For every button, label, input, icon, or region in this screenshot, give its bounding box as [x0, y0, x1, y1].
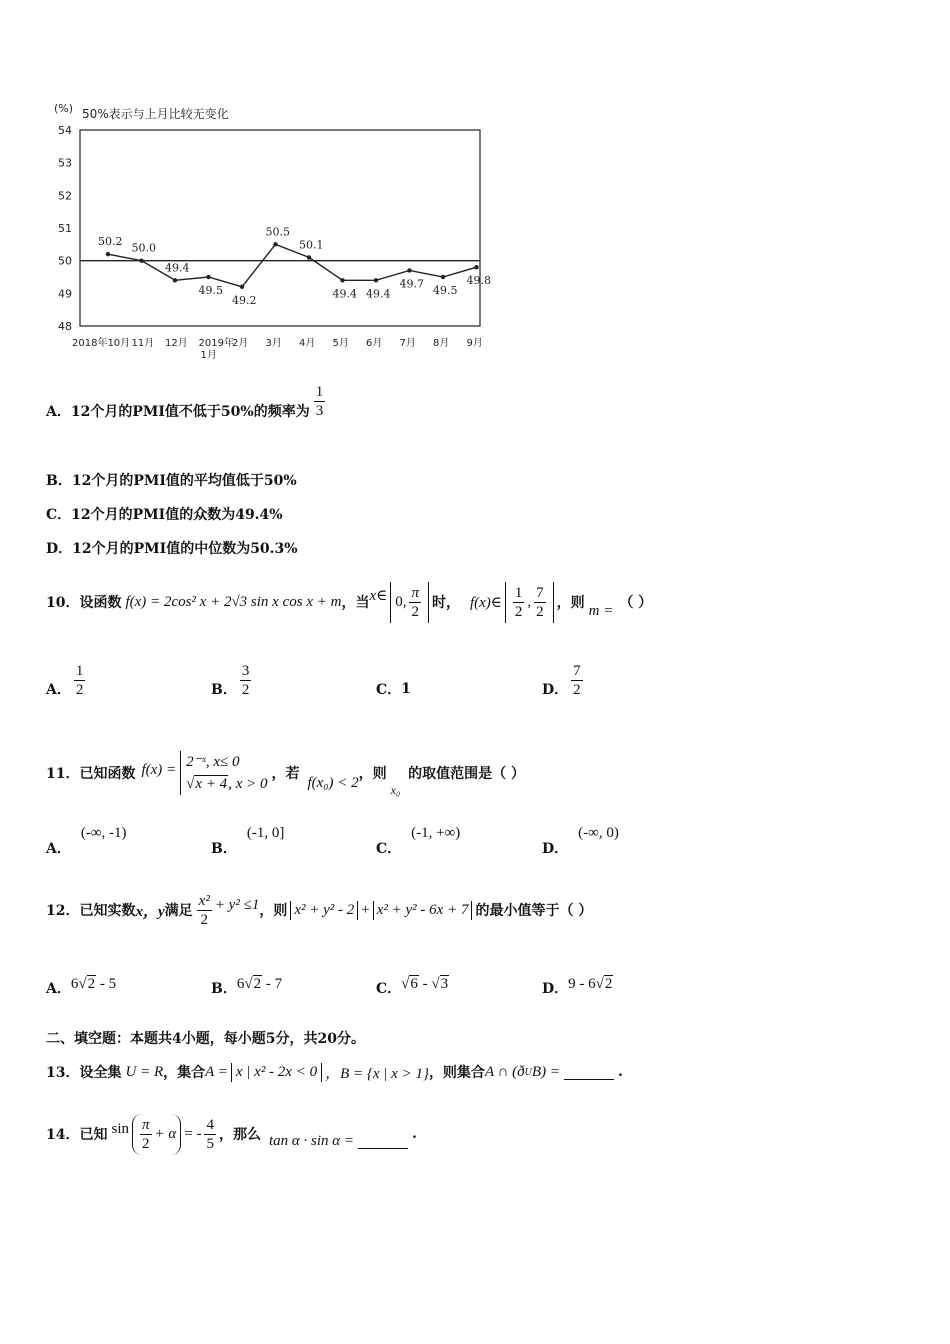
q10-interval-f: $\frac{1}{2}$ , $\frac{7}{2}$	[505, 582, 554, 623]
y-tick-label: 49	[58, 287, 72, 301]
data-label: 49.4	[165, 261, 190, 275]
q13-answer-blank[interactable]	[564, 1065, 614, 1080]
q11-piecewise: 2⁻ˣ, x≤ 0 √x + 4, x > 0	[180, 751, 267, 795]
x-tick-label: 8月	[433, 338, 450, 349]
q14-paren: $\frac{\pi}{2}$ + α	[132, 1114, 181, 1155]
data-point	[307, 255, 311, 259]
question-11: 11．已知函数 f(x) = 2⁻ˣ, x≤ 0 √x + 4, x > 0 ，若 f(x₀) < 2 ，则 x₀ 的取值范围是（ ）	[46, 740, 525, 806]
q9-option-c: C．12个月的PMI值的众数为49.4%	[46, 507, 283, 523]
q12-option-b: B． 6 √ 2 - 7	[211, 975, 283, 997]
q10-option-b: B． $\frac{3}{2}$	[211, 662, 250, 698]
q11-option-a: A． (-∞, -1)	[46, 824, 127, 857]
x-tick-label: 2018年10月	[72, 338, 131, 349]
x-tick-sublabel: 1月	[200, 350, 217, 361]
y-tick-label: 53	[58, 156, 72, 170]
data-point	[206, 275, 210, 279]
y-tick-label: 54	[58, 124, 72, 137]
data-point	[273, 242, 277, 246]
y-tick-label: 51	[58, 222, 72, 235]
q10-interval-x: 0, $\frac{\pi}{2}$	[390, 582, 429, 623]
data-point	[407, 268, 411, 272]
data-label: 49.4	[366, 287, 391, 301]
q10-options	[46, 656, 906, 704]
data-point	[173, 278, 177, 282]
q9-option-d: D．12个月的PMI值的中位数为50.3%	[46, 541, 298, 557]
data-point	[441, 275, 445, 279]
x-tick-label: 6月	[366, 338, 383, 349]
data-point	[474, 265, 478, 269]
data-label: 49.5	[433, 284, 458, 297]
data-point	[374, 278, 378, 282]
x-tick-label: 7月	[399, 338, 416, 349]
q14-answer-blank[interactable]	[358, 1134, 408, 1149]
y-tick-label: 50	[58, 254, 72, 268]
data-label: 49.8	[466, 274, 491, 288]
data-label: 49.4	[332, 287, 357, 301]
q9-option-a: A．12个月的PMI值不低于50%的频率为 $\frac{1}{3}$	[46, 383, 324, 420]
data-label: 50.1	[299, 238, 324, 252]
data-point	[240, 285, 244, 289]
data-label: 49.7	[399, 277, 424, 291]
data-label: 50.0	[131, 241, 156, 255]
pmi-line-chart	[52, 96, 502, 366]
data-point	[139, 258, 143, 262]
chart-title: 50%表示与上月比较无变化	[82, 107, 229, 121]
q12-option-a: A． 6 √ 2 - 5	[46, 975, 117, 997]
chart-canvas	[52, 96, 502, 366]
x-tick-label: 3月	[265, 338, 282, 349]
question-12: 12．已知实数 x，y 满足 $\frac{\text{x²}}{2}$ + y² ≤1 ，则 x² + y² - 2 + x² + y² - 6x + 7 的最小值等于（ ）	[46, 892, 593, 928]
q12-option-c: C． √ 6 - √ 3	[376, 975, 449, 997]
x-tick-label: 4月	[299, 338, 316, 349]
x-tick-label: 2月	[232, 338, 249, 349]
q12-option-d: D． 9 - 6 √ 2	[542, 975, 613, 997]
x-tick-label: 9月	[466, 338, 483, 349]
section-2-heading: 二、填空题：本题共4小题，每小题5分，共20分。	[46, 1031, 365, 1047]
fraction-one-third: $\frac{1}{3}$	[315, 383, 324, 419]
data-label: 49.5	[198, 284, 223, 297]
x-tick-label: 5月	[332, 338, 349, 349]
x-tick-label: 12月	[165, 338, 188, 349]
q11-option-c: C． (-1, +∞)	[376, 824, 461, 857]
data-label: 50.2	[98, 235, 123, 249]
x-tick-label: 11月	[131, 338, 155, 349]
data-point	[106, 252, 110, 256]
question-10: 10．设函数 f(x) = 2cos² x + 2√3 sin x cos x + m ，当 x∈ 0, $\frac{\pi}{2}$ 时， f(x)∈ $\frac{1}{2}$ , $\frac{7}{2}$ ，则 m = （ ）	[46, 578, 652, 626]
q10-option-a: A． $\frac{1}{2}$	[46, 662, 84, 698]
question-13: 13．设全集 U = R ，集合 A = x | x² - 2x < 0 ，B = {x | x > 1} ，则集合 A ∩ (ð U B) = .	[46, 1063, 623, 1082]
data-point	[340, 278, 344, 282]
q10-option-c: C． 1	[376, 681, 411, 698]
y-tick-label: 48	[58, 320, 72, 333]
q11-option-b: B． (-1, 0]	[211, 824, 285, 857]
y-axis-label: (%)	[54, 102, 74, 115]
q12-options	[46, 968, 906, 1000]
data-label: 50.5	[265, 225, 290, 239]
q11-option-d: D． (-∞, 0)	[542, 824, 619, 857]
x-tick-label: 2019年	[198, 338, 234, 349]
question-14: 14．已知 sin $\frac{\pi}{2}$ + α = - $\frac{4}{5}$ ，那么 tan α · sin α = .	[46, 1110, 417, 1158]
q9-option-b: B．12个月的PMI值的平均值低于50%	[46, 473, 297, 489]
q10-function: f(x) = 2cos² x + 2√3 sin x cos x + m	[125, 593, 342, 610]
q11-options	[46, 824, 906, 856]
data-label: 49.2	[232, 293, 257, 307]
y-tick-label: 52	[58, 189, 72, 203]
q10-option-d: D． $\frac{7}{2}$	[542, 662, 581, 698]
